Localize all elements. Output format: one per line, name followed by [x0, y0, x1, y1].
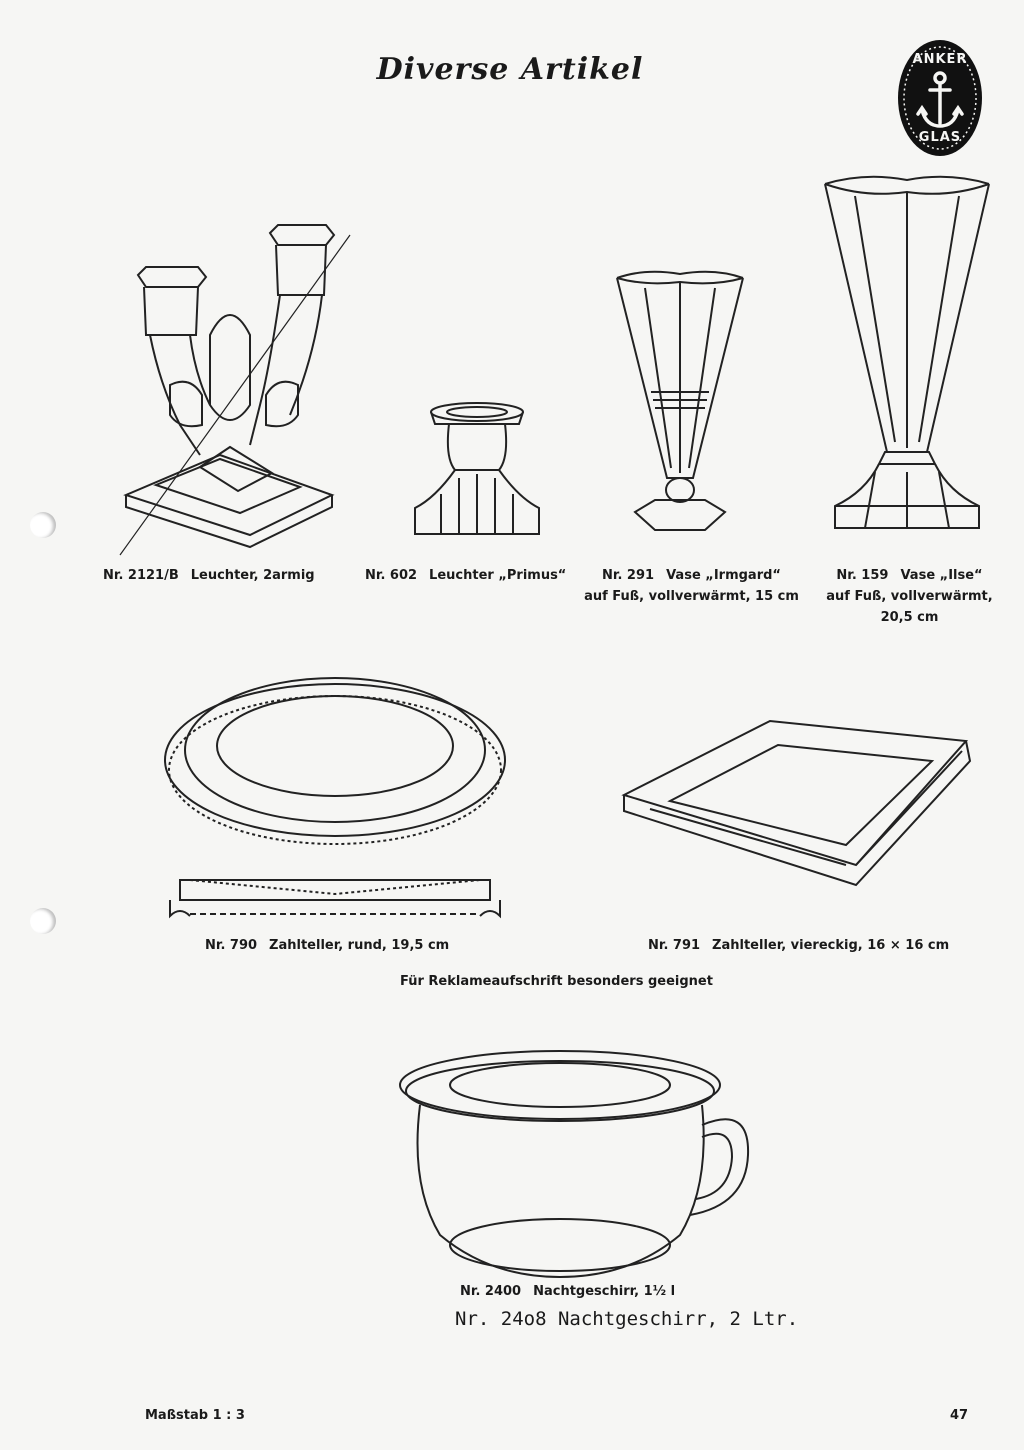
tray-square-drawing	[610, 715, 980, 895]
item-description: Zahlteller, viereckig, 16 × 16 cm	[712, 938, 950, 953]
item-number: Nr. 791	[648, 938, 701, 953]
item-number: Nr. 790	[205, 938, 258, 953]
caption-790	[205, 938, 449, 953]
item-description: Vase „Irmgard“	[666, 568, 781, 583]
caption-159	[822, 568, 997, 625]
caption-791	[648, 938, 949, 953]
candlestick-2arm-drawing	[110, 215, 360, 565]
chamber-pot-drawing	[390, 1045, 760, 1285]
caption-2400	[460, 1284, 675, 1299]
item-details: auf Fuß, vollverwärmt,	[826, 589, 993, 604]
item-description: Vase „Ilse“	[900, 568, 983, 583]
candlestick-primus-drawing	[405, 398, 550, 543]
logo-text-bottom: GLAS	[918, 130, 962, 145]
item-size: 20,5 cm	[880, 610, 939, 625]
logo-text-top: ANKER	[912, 52, 968, 67]
item-number: Nr. 2121/B	[103, 568, 179, 583]
item-description: Leuchter „Primus“	[429, 568, 567, 583]
item-description: Zahlteller, rund, 19,5 cm	[269, 938, 450, 953]
typed-addition: Nr. 24o8 Nachtgeschirr, 2 Ltr.	[455, 1308, 799, 1330]
advertising-note: Für Reklameaufschrift besonders geeignet	[400, 974, 713, 989]
item-number: Nr. 291	[602, 568, 655, 583]
caption-2121b	[103, 568, 315, 583]
vase-ilse-drawing	[815, 172, 1000, 542]
caption-602	[365, 568, 566, 583]
item-description: Nachtgeschirr, 1½ l	[533, 1284, 676, 1299]
item-number: Nr. 2400	[460, 1284, 522, 1299]
caption-291	[584, 568, 799, 604]
punch-hole-bottom	[30, 908, 56, 934]
item-description: Leuchter, 2armig	[190, 568, 315, 583]
page-number: 47	[950, 1408, 969, 1423]
page-title: Diverse Artikel	[376, 52, 644, 87]
item-number: Nr. 159	[836, 568, 889, 583]
tray-round-drawing	[160, 670, 510, 930]
vase-irmgard-drawing	[605, 268, 755, 538]
punch-hole-top	[30, 512, 56, 538]
item-number: Nr. 602	[365, 568, 418, 583]
item-details: auf Fuß, vollverwärmt, 15 cm	[584, 589, 799, 604]
anker-glas-logo	[896, 38, 984, 158]
scale-note: Maßstab 1 : 3	[145, 1408, 245, 1423]
